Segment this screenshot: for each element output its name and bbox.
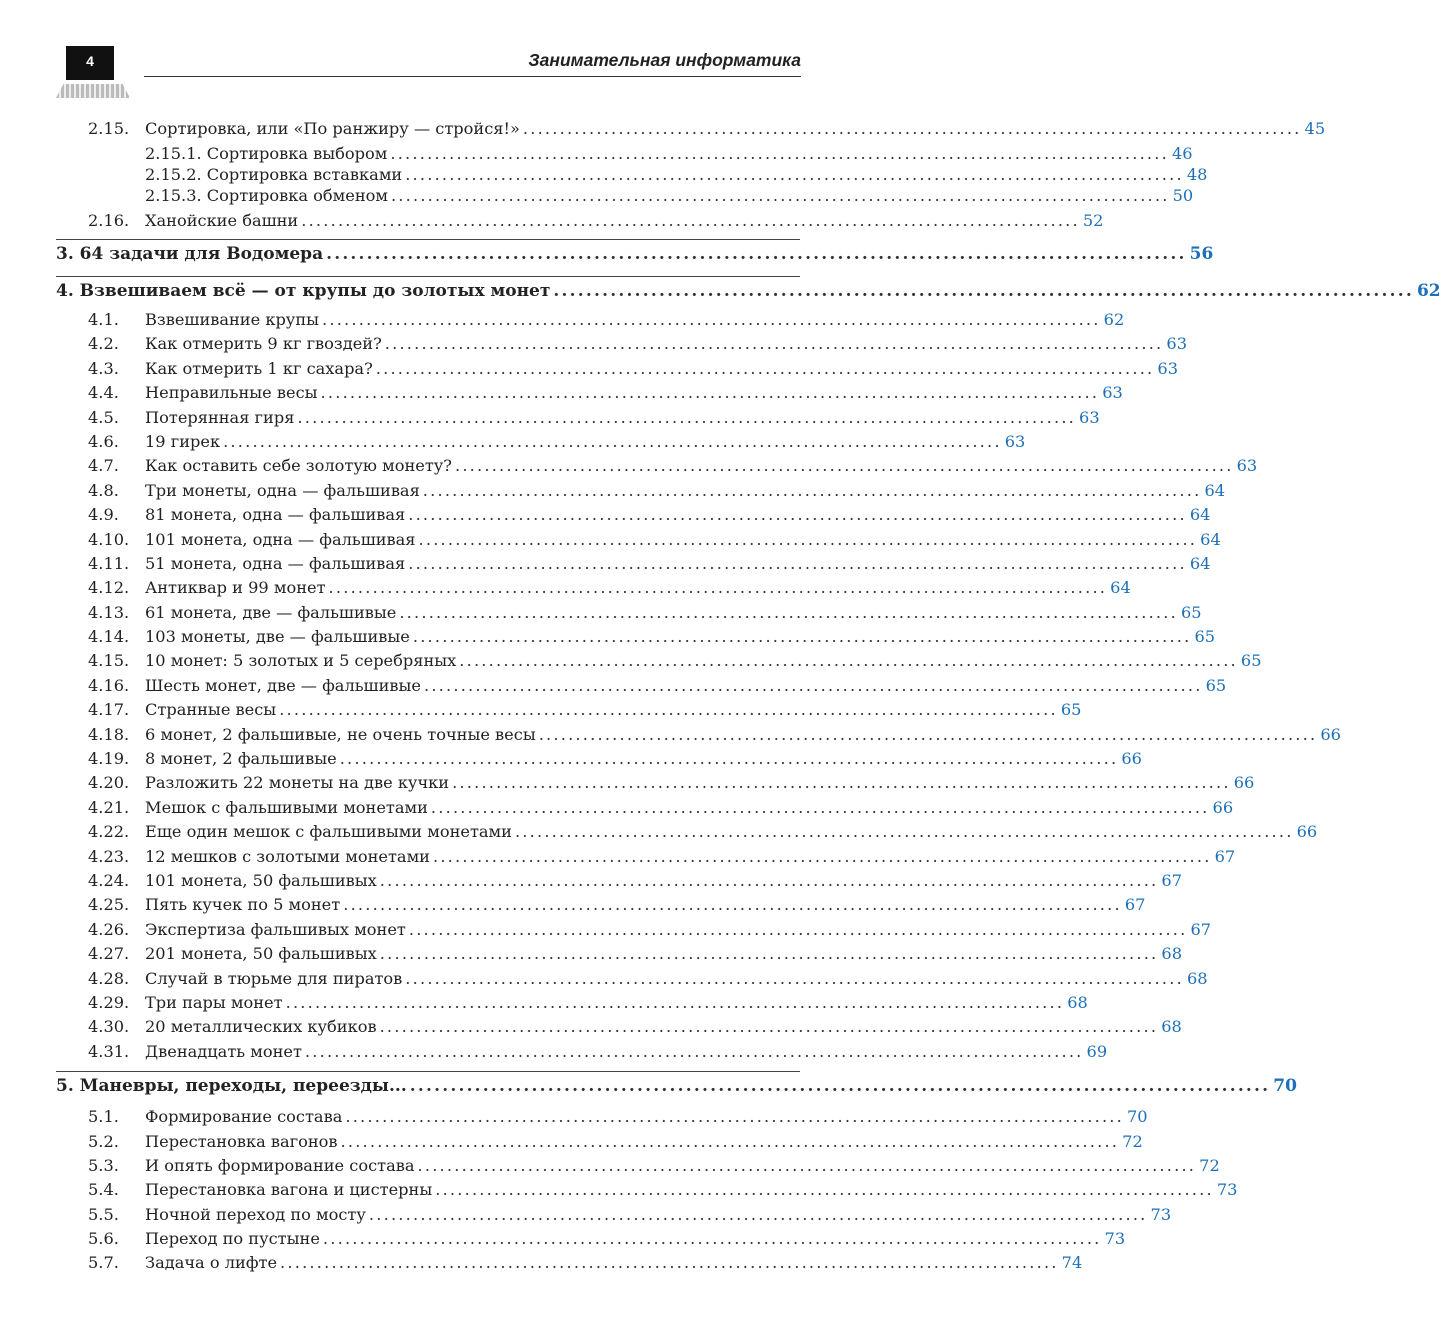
chapter-entry[interactable] <box>56 277 1441 309</box>
toc-leader: .......................................................................................................... <box>408 553 1187 573</box>
toc-title: Случай в тюрьме для пиратов <box>145 968 403 988</box>
toc-leader: .......................................................................................................... <box>322 310 1101 329</box>
chapter-title: 5. Маневры, переходы, переезды... <box>56 1076 407 1097</box>
chapter-entry[interactable] <box>56 240 1214 273</box>
toc-leader: .......................................................................................................... <box>432 846 1212 866</box>
toc-title: 20 металлических кубиков <box>145 1017 377 1037</box>
toc-leader: .......................................................................................................... <box>375 358 1155 378</box>
toc-title: 2.15.1. Сортировка выбором <box>145 144 388 163</box>
toc-title: Три монеты, одна — фальшивая <box>145 480 420 500</box>
toc-num: 4.23. <box>88 846 130 866</box>
toc-entry[interactable] <box>56 772 1255 796</box>
toc-num: 4.19. <box>88 749 130 769</box>
table-of-contents <box>56 118 1441 1277</box>
toc-leader: .......................................................................................................... <box>285 992 1065 1012</box>
toc-num: 5.3. <box>88 1155 119 1175</box>
toc-entry[interactable] <box>56 143 1193 164</box>
toc-title: Разложить 22 монеты на две кучки <box>145 773 450 793</box>
toc-title: Ханойские башни <box>145 211 299 230</box>
toc-num: 4.8. <box>88 480 119 500</box>
toc-title: Двенадцать монет <box>145 1041 302 1061</box>
toc-leader: .......................................................................................................... <box>390 186 1170 205</box>
toc-entry[interactable] <box>56 1179 1238 1203</box>
toc-leader: .......................................................................................................... <box>379 870 1159 890</box>
toc-page[interactable]: 65 <box>1180 602 1202 622</box>
toc-leader: .......................................................................................................... <box>405 968 1184 988</box>
toc-num: 4.1. <box>88 310 119 329</box>
toc-num: 4.16. <box>88 675 130 695</box>
toc-entry[interactable] <box>56 1016 1182 1040</box>
toc-page[interactable]: 63 <box>1166 334 1188 354</box>
toc-entry[interactable] <box>56 309 1125 333</box>
toc-entry[interactable] <box>56 210 1104 235</box>
toc-title: Перестановка вагона и цистерны <box>145 1180 433 1200</box>
toc-entry[interactable] <box>56 968 1208 992</box>
toc-page[interactable]: 72 <box>1199 1155 1220 1175</box>
toc-num: 4.28. <box>88 968 130 988</box>
toc-entry[interactable] <box>56 1252 1083 1276</box>
toc-entry[interactable] <box>56 919 1212 943</box>
toc-page[interactable]: 64 <box>1110 578 1131 598</box>
toc-title: Сортировка, или «По ранжиру — стройся!» <box>145 119 520 138</box>
toc-page[interactable]: 68 <box>1067 992 1088 1012</box>
toc-title: Мешок с фальшивыми монетами <box>145 797 428 817</box>
toc-entry[interactable] <box>56 992 1088 1016</box>
toc-page[interactable]: 67 <box>1214 846 1236 866</box>
toc-leader: .......................................................................................................... <box>538 724 1318 744</box>
toc-entry[interactable] <box>56 358 1179 382</box>
toc-entry[interactable] <box>56 407 1100 431</box>
toc-page[interactable]: 68 <box>1186 968 1208 988</box>
toc-title: Ночной переход по мосту <box>145 1204 366 1224</box>
toc-leader: .......................................................................................................... <box>412 627 1192 647</box>
toc-title: 81 монета, одна — фальшивая <box>145 505 406 525</box>
toc-num: 4.13. <box>88 602 130 622</box>
toc-entry[interactable] <box>56 1041 1108 1065</box>
toc-leader: .......................................................................................................... <box>459 651 1238 671</box>
laptop-keyboard <box>56 84 130 98</box>
toc-page[interactable]: 63 <box>1004 431 1026 451</box>
toc-leader: .......................................................................................................... <box>405 165 1184 184</box>
toc-page[interactable]: 68 <box>1161 1017 1182 1037</box>
toc-entry[interactable] <box>56 577 1131 601</box>
toc-page[interactable]: 63 <box>1157 358 1179 378</box>
toc-num: 4.21. <box>88 797 130 817</box>
toc-entry[interactable] <box>56 650 1262 674</box>
toc-leader: .......................................................................................................... <box>390 144 1169 163</box>
toc-entry[interactable] <box>56 1131 1143 1155</box>
toc-leader: .......................................................................................................... <box>340 1131 1120 1151</box>
toc-page[interactable]: 64 <box>1189 553 1211 573</box>
toc-entry[interactable] <box>56 943 1183 967</box>
toc-title: Задача о лифте <box>145 1253 278 1273</box>
toc-num: 4.31. <box>88 1041 130 1061</box>
toc-page[interactable]: 67 <box>1161 870 1183 890</box>
toc-leader: .......................................................................................................... <box>454 456 1234 476</box>
toc-num: 4.11. <box>88 553 130 573</box>
toc-entry[interactable] <box>56 164 1208 185</box>
toc-num: 4.12. <box>88 578 130 598</box>
toc-title: Пять кучек по 5 монет <box>145 895 341 915</box>
toc-num: 4.7. <box>88 456 119 476</box>
toc-page[interactable]: 65 <box>1194 627 1216 647</box>
toc-num: 5.6. <box>88 1229 119 1249</box>
toc-page[interactable]: 46 <box>1171 144 1193 163</box>
toc-leader: .......................................................................................................... <box>322 1229 1102 1249</box>
toc-entry[interactable] <box>56 748 1142 772</box>
toc-title: Как отмерить 9 кг гвоздей? <box>145 334 382 354</box>
toc-entry[interactable] <box>56 699 1082 723</box>
toc-num: 2.15. <box>88 119 130 138</box>
toc-leader: .......................................................................................................... <box>297 407 1077 427</box>
toc-entry[interactable] <box>56 455 1258 479</box>
toc-entry[interactable] <box>56 675 1227 699</box>
toc-leader: .......................................................................................................... <box>422 480 1202 500</box>
toc-entry[interactable] <box>56 333 1188 357</box>
toc-entry[interactable] <box>56 1228 1126 1252</box>
toc-leader: .......................................................................................................... <box>379 1017 1159 1037</box>
toc-num: 4.5. <box>88 407 119 427</box>
toc-num: 4.15. <box>88 651 130 671</box>
toc-entry[interactable] <box>56 118 1326 143</box>
toc-title: 2.15.3. Сортировка обменом <box>145 186 388 205</box>
toc-title: 101 монета, одна — фальшивая <box>145 529 416 549</box>
toc-entry[interactable] <box>56 870 1183 894</box>
toc-page[interactable]: 66 <box>1320 724 1341 744</box>
toc-entry[interactable] <box>56 724 1341 748</box>
page-number: 4 <box>86 53 94 69</box>
toc-title: Переход по пустыне <box>145 1229 320 1249</box>
toc-leader: .......................................................................................................... <box>399 602 1178 622</box>
toc-num: 4.22. <box>88 822 130 842</box>
toc-num: 4.18. <box>88 724 130 744</box>
toc-entry[interactable] <box>56 553 1211 577</box>
toc-num: 2.16. <box>88 211 130 230</box>
toc-title: Антиквар и 99 монет <box>145 578 326 598</box>
toc-leader: .......................................................................................................... <box>384 334 1164 354</box>
toc-leader: .......................................................................................................... <box>553 281 1414 301</box>
toc-leader: .......................................................................................................... <box>452 773 1231 793</box>
toc-title: Потерянная гиря <box>145 407 295 427</box>
toc-title: Шесть монет, две — фальшивые <box>145 675 421 695</box>
toc-entry[interactable] <box>56 431 1026 455</box>
toc-num: 4.25. <box>88 895 130 915</box>
toc-title: 8 монет, 2 фальшивые <box>145 749 337 769</box>
toc-num: 4.26. <box>88 919 130 939</box>
toc-title: 103 монеты, две — фальшивые <box>145 627 410 647</box>
chapter-5-entries <box>56 1106 1238 1277</box>
toc-page[interactable]: 70 <box>1127 1107 1148 1127</box>
toc-num: 4.9. <box>88 505 119 525</box>
toc-num: 5.7. <box>88 1253 119 1273</box>
chapter-title: 4. Взвешиваем всё — от крупы до золотых монет <box>56 281 551 301</box>
toc-title: 61 монета, две — фальшивые <box>145 602 397 622</box>
toc-entry[interactable] <box>56 185 1194 210</box>
toc-leader: .......................................................................................................... <box>408 919 1188 939</box>
toc-title: Еще один мешок с фальшивыми монетами <box>145 822 512 842</box>
toc-num: 4.20. <box>88 773 130 793</box>
toc-page[interactable]: 73 <box>1150 1204 1172 1224</box>
toc-page[interactable]: 65 <box>1240 651 1262 671</box>
chapter-4-entries <box>56 309 1341 1065</box>
toc-title: 10 монет: 5 золотых и 5 серебряных <box>145 651 457 671</box>
toc-title: 19 гирек <box>145 431 221 451</box>
toc-num: 4.24. <box>88 870 130 890</box>
toc-leader: .......................................................................................................... <box>339 749 1119 769</box>
toc-leader: .......................................................................................................... <box>435 1180 1214 1200</box>
toc-page[interactable]: 50 <box>1172 186 1194 205</box>
toc-leader: .......................................................................................................... <box>408 505 1187 525</box>
toc-title: 6 монет, 2 фальшивые, не очень точные весы <box>145 724 536 744</box>
toc-entry[interactable] <box>56 846 1236 870</box>
toc-title: Как отмерить 1 кг сахара? <box>145 358 373 378</box>
toc-leader: .......................................................................................................... <box>418 529 1198 549</box>
toc-page[interactable]: 63 <box>1102 383 1123 403</box>
toc-title: 51 монета, одна — фальшивая <box>145 553 406 573</box>
toc-leader: .......................................................................................................... <box>343 895 1122 915</box>
toc-title: Неправильные весы <box>145 383 318 403</box>
toc-num: 5.4. <box>88 1180 119 1200</box>
toc-entry[interactable] <box>56 529 1221 553</box>
toc-title: И опять формирование состава <box>145 1155 415 1175</box>
chapter-title: 3. 64 задачи для Водомера <box>56 244 324 264</box>
toc-title: 12 мешков с золотыми монетами <box>145 846 430 866</box>
book-title: Занимательная информатика <box>528 50 801 70</box>
toc-leader: .......................................................................................................... <box>430 797 1210 817</box>
toc-page[interactable]: 62 <box>1103 310 1125 329</box>
toc-entry[interactable] <box>56 1204 1172 1228</box>
toc-leader: .......................................................................................................... <box>304 1041 1084 1061</box>
toc-page[interactable]: 67 <box>1190 919 1212 939</box>
chapter-page[interactable]: 70 <box>1273 1076 1297 1097</box>
toc-page[interactable]: 73 <box>1216 1180 1238 1200</box>
toc-entry[interactable] <box>56 480 1226 504</box>
toc-num: 4.10. <box>88 529 130 549</box>
toc-num: 4.30. <box>88 1017 130 1037</box>
toc-num: 5.5. <box>88 1204 119 1224</box>
toc-page[interactable]: 63 <box>1236 456 1258 476</box>
toc-leader: .......................................................................................................... <box>368 1204 1148 1224</box>
toc-num: 4.3. <box>88 358 119 378</box>
toc-page[interactable]: 72 <box>1122 1131 1143 1151</box>
toc-title: Взвешивание крупы <box>145 310 319 329</box>
toc-entry[interactable] <box>56 626 1216 650</box>
toc-leader: .......................................................................................................... <box>326 244 1187 264</box>
toc-entry[interactable] <box>56 504 1211 528</box>
toc-num: 4.27. <box>88 944 130 964</box>
toc-page[interactable]: 74 <box>1061 1253 1083 1273</box>
toc-title: 101 монета, 50 фальшивых <box>145 870 377 890</box>
toc-page[interactable]: 66 <box>1233 773 1255 793</box>
toc-page[interactable]: 64 <box>1204 480 1226 500</box>
chapter-page[interactable]: 62 <box>1416 281 1441 301</box>
laptop-icon <box>56 46 130 100</box>
toc-leader: .......................................................................................................... <box>522 119 1302 138</box>
chapter-page[interactable]: 56 <box>1189 244 1214 264</box>
toc-entry[interactable] <box>56 602 1202 626</box>
toc-page[interactable]: 63 <box>1079 407 1100 427</box>
toc-page[interactable]: 65 <box>1205 675 1227 695</box>
toc-page[interactable]: 52 <box>1082 211 1104 230</box>
toc-page[interactable]: 69 <box>1086 1041 1108 1061</box>
toc-leader: .......................................................................................................... <box>345 1107 1124 1127</box>
toc-page[interactable]: 66 <box>1121 749 1142 769</box>
toc-title: Странные весы <box>145 700 277 720</box>
toc-num: 4.14. <box>88 627 130 647</box>
toc-page[interactable]: 67 <box>1124 895 1146 915</box>
toc-entry[interactable] <box>56 1155 1220 1179</box>
toc-page[interactable]: 66 <box>1212 797 1234 817</box>
toc-entry[interactable] <box>56 1106 1148 1130</box>
toc-title: 2.15.2. Сортировка вставками <box>145 165 403 184</box>
toc-title: Три пары монет <box>145 992 283 1012</box>
toc-title: Формирование состава <box>145 1107 343 1127</box>
toc-leader: .......................................................................................................... <box>423 675 1203 695</box>
header-rule <box>144 76 801 77</box>
page-header <box>0 0 857 110</box>
toc-leader: .......................................................................................................... <box>280 1253 1059 1273</box>
toc-leader: .......................................................................................................... <box>223 431 1002 451</box>
toc-page[interactable]: 48 <box>1186 165 1208 184</box>
toc-entry[interactable] <box>56 382 1123 406</box>
toc-page[interactable]: 64 <box>1189 505 1211 525</box>
toc-page[interactable]: 64 <box>1200 529 1221 549</box>
toc-page[interactable]: 45 <box>1304 119 1326 138</box>
toc-entry[interactable] <box>56 797 1234 821</box>
toc-num: 5.2. <box>88 1131 119 1151</box>
toc-leader: .......................................................................................................... <box>320 383 1100 403</box>
toc-leader: .......................................................................................................... <box>514 822 1294 842</box>
chapter-entry[interactable] <box>56 1072 1297 1106</box>
toc-leader: .......................................................................................................... <box>409 1076 1271 1097</box>
toc-leader: .......................................................................................................... <box>328 578 1108 598</box>
toc-page[interactable]: 73 <box>1104 1229 1126 1249</box>
toc-page[interactable]: 65 <box>1060 700 1082 720</box>
toc-title: 201 монета, 50 фальшивых <box>145 944 377 964</box>
toc-leader: .......................................................................................................... <box>279 700 1058 720</box>
toc-title: Экспертиза фальшивых монет <box>145 919 406 939</box>
toc-num: 4.29. <box>88 992 130 1012</box>
toc-leader: .......................................................................................................... <box>379 944 1159 964</box>
toc-num: 5.1. <box>88 1107 119 1127</box>
toc-page[interactable]: 68 <box>1161 944 1183 964</box>
toc-leader: .......................................................................................................... <box>301 211 1080 230</box>
toc-entry[interactable] <box>56 894 1146 918</box>
toc-leader: .......................................................................................................... <box>417 1155 1197 1175</box>
toc-num: 4.6. <box>88 431 119 451</box>
toc-num: 4.4. <box>88 383 119 403</box>
toc-title: Перестановка вагонов <box>145 1131 338 1151</box>
toc-page[interactable]: 66 <box>1296 822 1318 842</box>
toc-title: Как оставить себе золотую монету? <box>145 456 452 476</box>
toc-num: 4.2. <box>88 334 119 354</box>
toc-entry[interactable] <box>56 821 1318 845</box>
toc-num: 4.17. <box>88 700 130 720</box>
laptop-screen <box>66 46 114 80</box>
